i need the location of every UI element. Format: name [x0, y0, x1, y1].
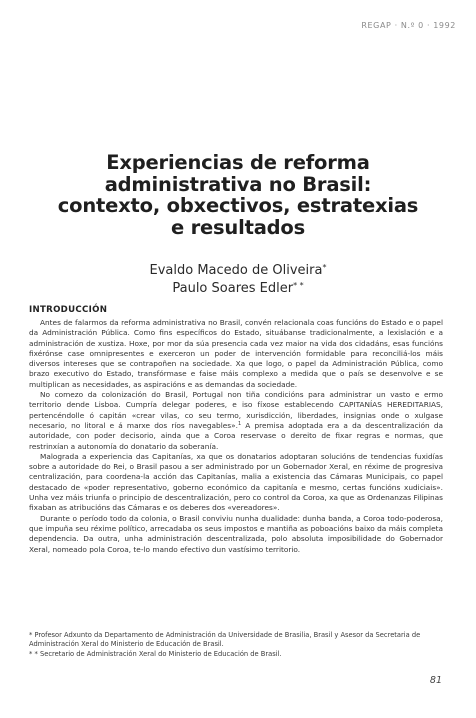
page-number: 81: [429, 675, 442, 686]
paragraph: [29, 390, 443, 452]
paragraph: [29, 318, 443, 390]
author-footnote-mark: * *: [293, 281, 304, 290]
section-heading: INTRODUCCIÓN: [29, 305, 108, 315]
footnote-reference: 1: [237, 420, 242, 427]
running-header: REGAP · N.º 0 · 1992: [361, 21, 456, 30]
footnote: [29, 650, 447, 659]
author-footnote-mark: *: [322, 263, 327, 272]
paragraph: [29, 452, 443, 514]
footnote-text: Profesor Adxunto da Departamento de Administración da Universidade de Brasilia, Brasil y Asesor da Secretaria de Administración Xeral do Ministerio de Educación de Brasil.: [29, 631, 421, 649]
author-name: Paulo Soares Edler: [172, 281, 294, 296]
author-1: [0, 260, 476, 278]
body-text: [29, 318, 443, 555]
author-list: [0, 260, 476, 296]
footnote-mark: *: [29, 631, 33, 639]
title-line: Experiencias de reforma: [106, 151, 370, 174]
author-name: Evaldo Macedo de Oliveira: [149, 263, 323, 278]
paragraph-text: A premisa adoptada era a da descentralización da autoridade, con poder decisorio, ainda que a Coroa reservase o dereito de fixar regras e normas, que restrinxían a autonomía do donatario da soberanía.: [29, 420, 443, 451]
paragraph-text: Durante o período todo da colonia, o Brasil conviviu nunha dualidade: dunha banda, a Coroa todo-poderosa, que impuña seu réxime político, arrecadaba os seus impostos e mantiña as poboacións baixo da máis completa dependencia. Da outra, unha administración descentralizada, polo absoluta imposibilidade do Gobernador Xeral, nomeado pola Coroa, te-lo mando efectivo dun vastísimo territorio.: [29, 513, 443, 554]
footnotes: [29, 631, 447, 659]
author-2: [0, 278, 476, 296]
title-line: e resultados: [170, 215, 306, 239]
paragraph-text: Antes de falarmos da reforma administrativa no Brasil, convén relacionala coas funcións do Estado e o papel da Administración Pública. Como fins específicos do Estado, situábanse tradicionalmente, a lexislación e a administración de xustiza. Hoxe, por mor da súa presencia cada vez maior na vida dos cidadáns, esas funcións fixérónse case omnipresentes e exerceron un poder de intervención formidable para reconciliá-los máis diversos intereses que se contrapoñen na sociedade. Xa que logo, o papel da Administración Pública, como brazo executivo do Estado, transfórmase e faise máis complexo a medida que o país se desenvolve e se multiplican as necesidades, as aspiracións e as demandas da sociedade.: [29, 318, 443, 389]
footnote-mark: * *: [29, 649, 38, 658]
paragraph: [29, 514, 443, 555]
paragraph-text: Malograda a experiencia das Capitanías, xa que os donatarios adoptaran solucións de tendencias fuxidías sobre a autoridade do Rei, o Brasil pasou a ser administrado por un Gobernador Xeral, en réxime de progresiva centralización, para coordena-la acción das Capitanías, malia a existencia das Cámaras Municipais, co papel destacado de «poder representativo, goberno económico da capitanía e mesmo, certas funcións xudiciais». Unha vez máis triunfa o principio de descentralización, pero co control da Coroa, xa que as Ordenanzas Filipinas fixaban as atribucións das Cámaras e os deberes dos «vereadores».: [29, 451, 443, 513]
title-line: administrativa no Brasil:: [104, 172, 372, 196]
article-title: [0, 152, 476, 238]
paragraph-text: No comezo da colonización do Brasil, Portugal non tiña condicións para administrar un vasto e ermo territorio dende Lisboa. Cumpría delegar poderes, e iso fíxose establecendo CAPITANÍAS HEREDITARIAS, pertencéndolle ó capitán «crear vilas, co seu termo, xurisdicción, liberdades, insignias onde o xulgase necesario, no litoral e á marxe dos ríos navegables».: [29, 390, 443, 430]
title-line: contexto, obxectivos, estratexias: [57, 194, 419, 217]
footnote-text: Secretario de Administración Xeral do Ministerio de Educación de Brasil.: [39, 649, 282, 658]
footnote: [29, 631, 447, 650]
